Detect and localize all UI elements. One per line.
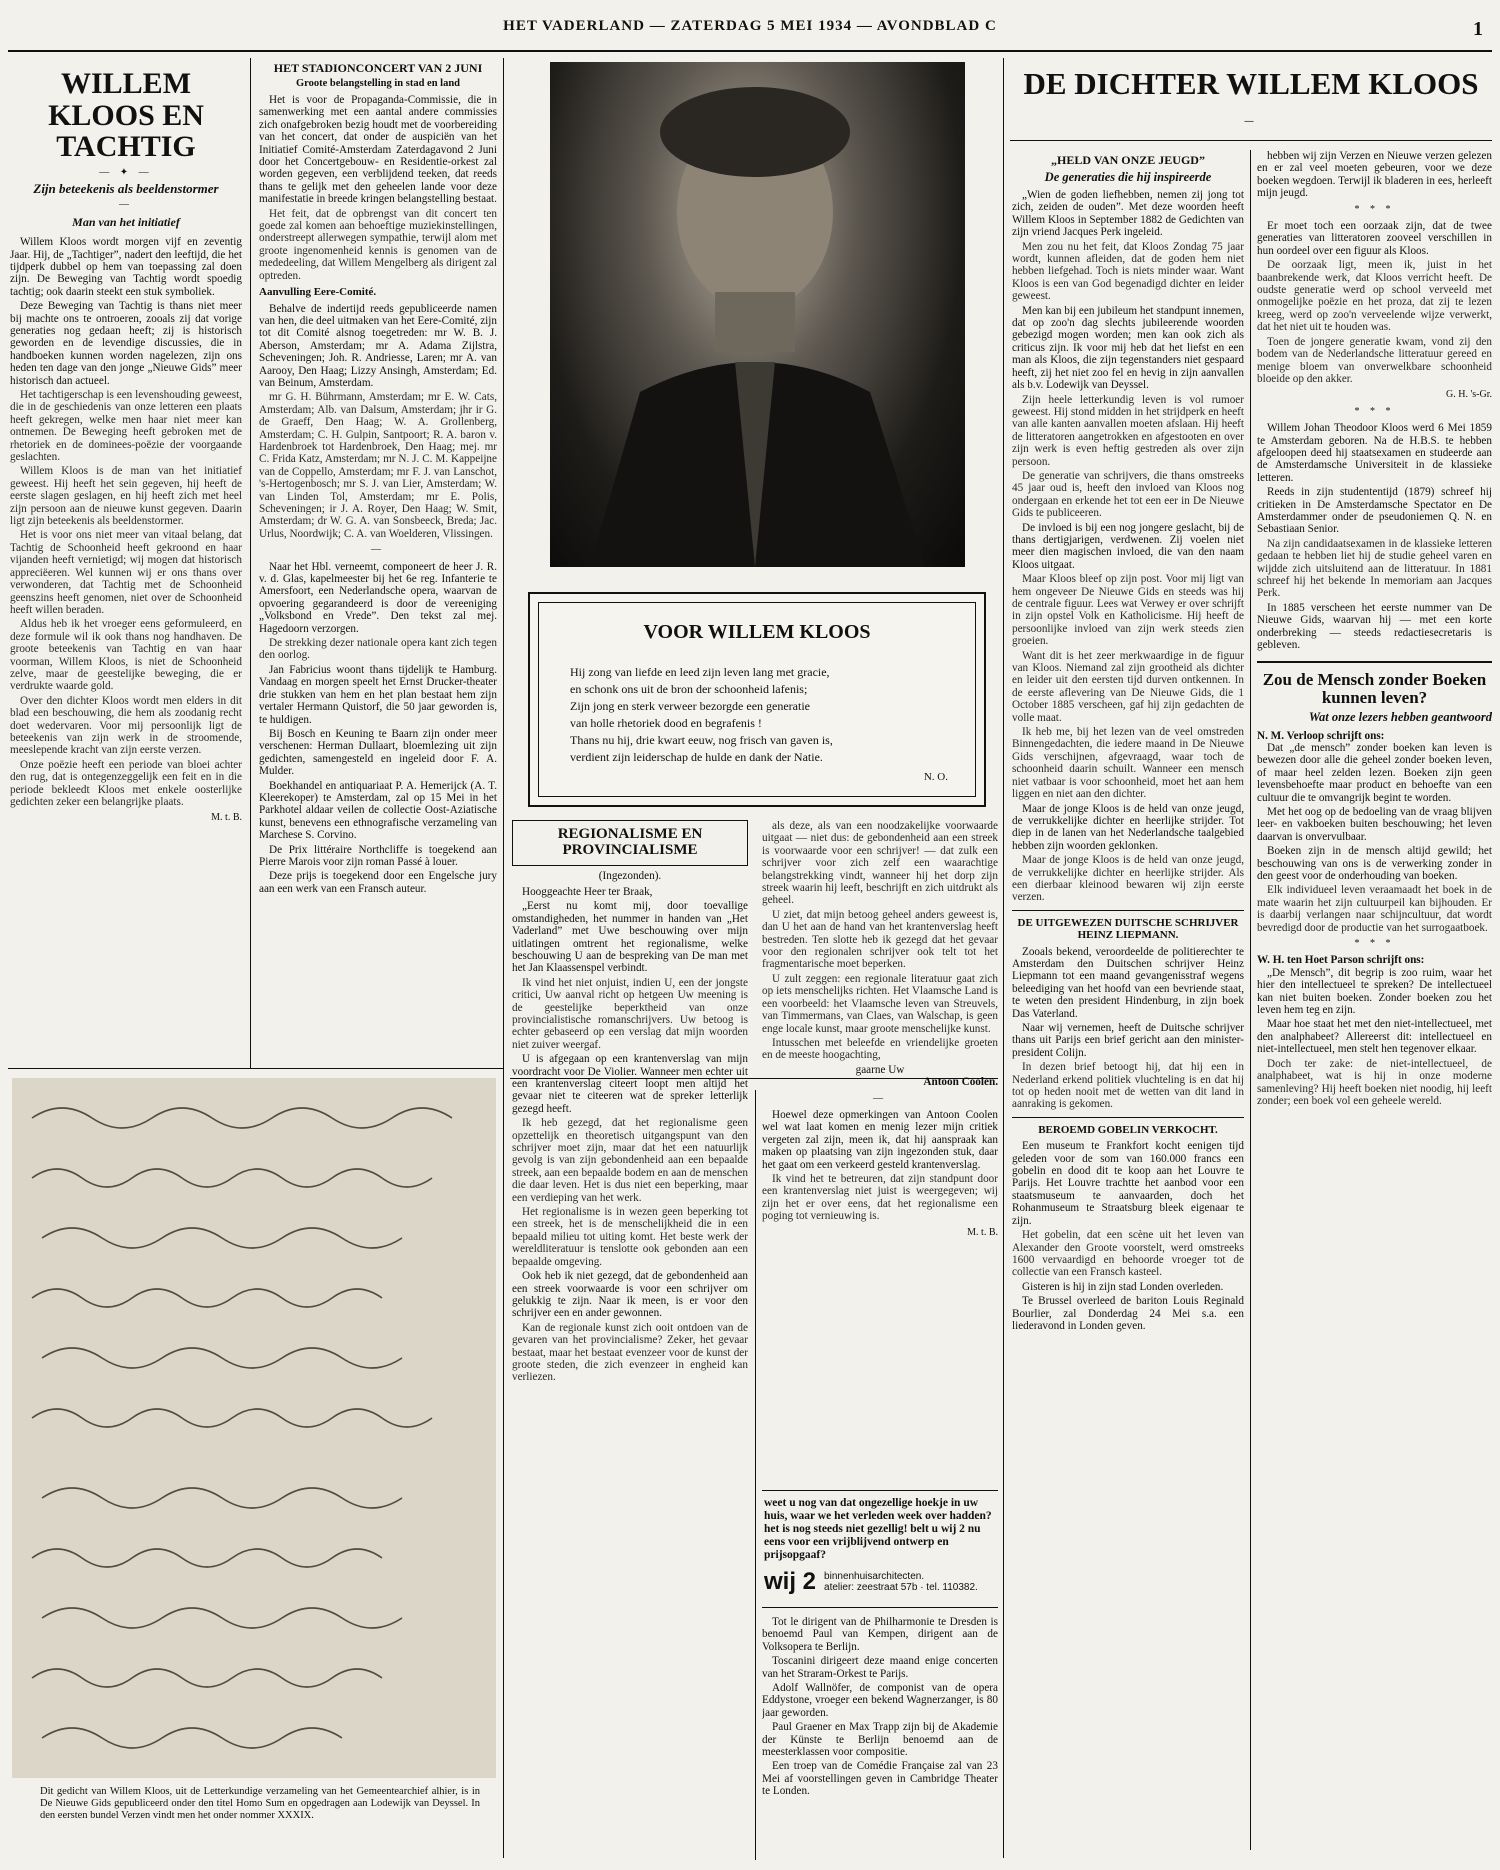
advert-wij2 [762, 1490, 998, 1608]
paragraph: Ik heb me, bij het lezen van de veel omstreden Binnengedachten, die iedere maand in De Nieuwe Gids verschijnen, afgevraagd, waar toch de schoonheid daarin schuilt. Wanneer een mensch niet vatbaar is voor schoonheid, moet het aan hem liggen en niet aan den dichter. [1012, 726, 1244, 801]
paragraph: Te Brussel overleed de bariton Louis Reginald Bourlier, zal Donderdag 24 Mei s.a. een liederavond in Londen geven. [1012, 1295, 1244, 1332]
paragraph: Gisteren is hij in zijn stad Londen overleden. [1022, 1280, 1224, 1293]
paragraph: Het gobelin, dat een scène uit het leven van Alexander den Groote voorstelt, werd omstreeks 1600 vervaardigd en behoorde vroeger tot de collectie van een Fransch kasteel. [1012, 1229, 1244, 1279]
divider: * * * [1354, 405, 1395, 417]
poem-line: Zijn jong en sterk verweer bezorgde een generatie [570, 699, 810, 713]
manuscript-caption [40, 1786, 480, 1852]
paragraph: Naar het Hbl. verneemt, componeert de heer J. R. v. d. Glas, kapelmeester bij het 6e reg. Infanterie te Amersfoort, een Nederlandsche opera, waarvan de opvoering gegarandeerd is door de vereeniging „Volksbond en Vrede”. Den tekst zal mej. Hagedoorn verzorgen. [259, 560, 497, 635]
paragraph: De generatie van schrijvers, die thans omstreeks 45 jaar oud is, heeft den invloed van Kloos nog ondergaan en erkende het tot een eer in De Nieuwe Gids te publiceeren. [1012, 469, 1244, 520]
divider: — [1244, 116, 1258, 127]
divider: — [873, 1092, 887, 1104]
paragraph: Maar de jonge Kloos is de held van onze jeugd, de verrukkelijke dichter en heerlijke strijder. Als een dierbaar kleinood bewaren wij zijn eerste verzen. [1012, 854, 1244, 904]
paragraph: Tot le dirigent van de Philharmonie te Dresden is benoemd Paul van Kempen, dirigent aan de Volksopera te Berlijn. [762, 1616, 998, 1653]
divider: * * * [1354, 203, 1395, 215]
paragraph: In dezen brief betoogt hij, dat hij een in Nederland erkend politiek vluchteling is en dat hij tot op heden nooit met de wetten van dit land in aanraking is gekomen. [1012, 1061, 1244, 1111]
article-dichter-continued [1257, 150, 1492, 1860]
caption-text: Dit gedicht van Willem Kloos, uit de Letterkundige verzameling van het Gemeentearchief alhier, is in De Nieuwe Gids gepubliceerd onder den titel Homo Sum en opgedragen aan Lodewijk van Deyssel. In den eersten bundel Verzen vindt men het onder nommer XXXIX. [40, 1786, 480, 1821]
paragraph: Behalve de indertijd reeds gepubliceerde namen van hen, die deel uitmaken van het Eere-Comité, zijn tot dit Comité alsnog toegetreden: mr W. B. J. Aberson, Amsterdam; mr A. Adama Zijlstra, Scheveningen; Joh. R. Andriesse, Laren; mr A. van Aarooy, Den Haag; Lizzy Ansingh, Amsterdam; Ed. van Beinum, Amsterdam. [259, 302, 497, 389]
paragraph: Paul Graener en Max Trapp zijn bij de Akademie der Künste te Berlijn benoemd aan de meesterklassen voor compositie. [762, 1721, 998, 1759]
paragraph: Deze prijs is toegekend door een Engelsche jury aan een werk van een Fransch auteur. [259, 870, 497, 895]
paragraph: Zijn heele letterkundig leven is vol rumoer geweest. Hij stond midden in het strijdperk en heeft van alle kanten aanvallen moeten afslaan. Hij heeft de litteratoren aangetrokken en afgestooten en over zijn werk is even heftig gestreden als over zijn persoon. [1012, 393, 1244, 468]
headline: WILLEM KLOOS EN TACHTIG [48, 67, 204, 163]
masthead [0, 18, 1500, 50]
poem-line: verdient zijn leiderschap de hulde en dank der Natie. [570, 750, 823, 764]
paragraph: Het is voor de Propaganda-Commissie, die in samenwerking met een aantal andere commissies zich onafgebroken bezig houdt met de voorbereiding van het concert, dat onder de auspiciën van het Initiatief Comité-Amsterdam Zaterdagavond 2 Juni door het Concertgebouw- en Residentie-orkest zal worden gegeven, een verblijdend teeken, dat reeds thans te gelijk met den geheelen lande voor deze manifestatie in breede kringen belangstelling bestaat. [259, 94, 497, 206]
advert-line: atelier: zeestraat 57b · tel. 110382. [824, 1582, 978, 1593]
letter-author: W. H. ten Hoet Parson schrijft ons: [1257, 954, 1425, 967]
paragraph: Reeds in zijn studententijd (1879) schreef hij critieken in De Amsterdamsche Spectator en De Amsterdammer onder de pseudoniemen Q. N. en Sebastiaan Senior. [1257, 486, 1492, 536]
advert-line: binnenhuisarchitecten. [824, 1571, 925, 1582]
portrait-figure [550, 62, 965, 567]
headline: REGIONALISME EN PROVINCIALISME [557, 826, 703, 858]
paragraph: Dat „de mensch” zonder boeken kan leven is bewezen door alle die geheel zonder boeken leven, of maar heel zelden lezen. Boeken zijn geen levensbehoefte maar product en behoefte van een cultuur die te omvangrijk begint te worden. [1257, 741, 1492, 804]
subhead: Groote belangstelling in stad en land [295, 77, 461, 89]
letter-author: N. M. Verloop schrijft ons: [1257, 729, 1385, 742]
section-rule [1012, 1117, 1244, 1118]
poem-box [528, 592, 986, 807]
masthead-rule [8, 50, 1492, 52]
paragraph: Men kan bij een jubileum het standpunt innemen, dat op zoo'n dag slechts jubileerende woorden gebezigd mogen worden; men kan ook zich als criticus zijn. Ik voor mij heb dat het liefst en een man als Kloos, die zijn tegenstanders niet gespaard heeft, zij het niet zoo fel en hevig in zijn aanvallen als b.v. Lodewijk van Deyssel. [1012, 304, 1244, 392]
paragraph: Willem Johan Theodoor Kloos werd 6 Mei 1859 te Amsterdam geboren. Na de H.B.S. te hebben afgeloopen deed hij staatsexamen en studeerde aan de Amsterdamsche Universiteit in de klassieke letteren. [1257, 422, 1492, 484]
headline: DE UITGEWEZEN DUITSCHE SCHRIJVER HEINZ LIEPMANN. [1017, 916, 1239, 942]
article-dichter [1012, 150, 1244, 1860]
column-rule [250, 58, 251, 1068]
poem-line: van holle rhetoriek dood en begrafenis ! [570, 716, 762, 730]
paragraph: Boeken zijn in de mensch altijd gewild; het beschouwing van ons is de verwerking zonder in den geest voor de onderhouding van boeken. [1257, 845, 1492, 882]
paragraph: Boekhandel en antiquariaat P. A. Hemerijck (A. T. Kleerekoper) te Amsterdam, zal op 15 Mei in het Parkhotel aldaar veilen de collectie Oost-Aziatische kunst, benevens een ethnografische verzameling van Marchese S. Corvino. [259, 779, 497, 842]
paragraph: Een troep van de Comédie Française zal van 23 Mei af voorstellingen geven in Cambridge Theater te Londen. [762, 1760, 998, 1798]
column-rule [755, 1090, 756, 1860]
portrait-photo [550, 62, 965, 567]
paragraph: De strekking dezer nationale opera kant zich tegen den oorlog. [259, 637, 497, 662]
paragraph: De invloed is bij een nog jongere geslacht, bij de thans dertigjarigen, verdwenen. Zij voelen niet meer dien magischen invloed, die van den naam Kloos uitgaat. [1012, 521, 1244, 571]
paragraph: Ook heb ik niet gezegd, dat de gebondenheid aan een streek voorwaarde is voor een schrijver om gelukkig te zijn. Naar ik meen, is er voor den schrijver een en ander gewonnen. [512, 1270, 748, 1320]
paragraph: Maar Kloos bleef op zijn post. Voor mij ligt van hem ongeveer De Nieuwe Gids en steeds was hij de centrale figuur. Lees wat Verwey er over schrijft in zijn opstel Volk en Katholicisme. Hij heeft de persoonlijke invloed van zijn werk steeds zien groeien. [1012, 573, 1244, 648]
article-stadionconcert [259, 62, 497, 1062]
divider: — ✦ — [99, 166, 153, 178]
paragraph: „Wien de goden liefhebben, nemen zij jong tot zich, zeiden de ouden”. Met deze woorden heeft Willem Kloos in September 1882 de Gedichten van zijn vriend Jacques Perk ingeleid. [1012, 189, 1244, 239]
paragraph: Naar wij vernemen, heeft de Duitsche schrijver thans uit Parijs een brief gericht aan den minister-president Colijn. [1012, 1022, 1244, 1059]
advert-brand-row [764, 1568, 996, 1596]
manuscript-image [12, 1078, 496, 1778]
paragraph: Maar de jonge Kloos is de held van onze jeugd, de verrukkelijke dichter en heerlijke strijder. Tot diep in de lanen van het Nederlandsche taalgebied hebben zijn woorden geklonken. [1012, 802, 1244, 852]
paragraph: Het regionalisme is in wezen geen beperking tot een streek, het is de menschelijkheid die in een bepaald milieu tot uiting komt. Het beste werk der wereldliteratuur is tenslotte ook gebonden aan een bepaalde omgeving. [512, 1206, 748, 1268]
article-regionalisme-continued [762, 820, 998, 1480]
poem-body [570, 664, 960, 766]
paragraph: Met het oog op de bedoeling van de vraag blijven leer- en vakboeken buiten beschouwing; het leven daarvan is onvervulbaar. [1257, 805, 1492, 843]
closing: gaarne Uw [855, 1063, 905, 1076]
paragraph: Ik vind het niet onjuist, indien U, een der jongste critici, Uw aanval richt op hetgeen Uw meening is de geestelijke beperktheid van onze provincialistische romanschrijvers. Uw betoog is echter gebaseerd op een verslag dat mijn woorden niet zuiver weergaf. [512, 976, 748, 1051]
paragraph: hebben wij zijn Verzen en Nieuwe verzen gelezen en er zal veel moeten gebeuren, voor we deze boeken wegdoen. Terwijl ik bladeren in ees, herleeft mijn jeugd. [1257, 150, 1492, 200]
paragraph: Het feit, dat de opbrengst van dit concert ten goede zal komen aan behoeftige muziekinstellingen, onderstreept allerwegen sympathie, terwijl alom met groote ingenomenheid kennis is genomen van de mededeeling, dat Willem Mengelberg als dirigent zal optreden. [259, 207, 497, 282]
paragraph: In 1885 verscheen het eerste nummer van De Nieuwe Gids, waarvan hij — met een korte onderbreking — steeds redactiesecretaris is gebleven. [1257, 601, 1492, 652]
headline: HET STADIONCONCERT VAN 2 JUNI [273, 62, 483, 75]
paragraph: Toen de jongere generatie kwam, vond zij den bodem van de Nederlandsche litteratuur gereed en menige bloem van onverwelkbare schoonheid bloeide op den akker. [1257, 335, 1492, 385]
article-regionalisme [512, 820, 748, 1860]
paragraph: U zult zeggen: een regionale literatuur gaat zich op iets menschelijks richten. Het Vlaamsche Land is een voorbeeld: het Vlaamsche leven van Streuvels, van Timmermans, van Claes, van Walschap, is geen enge locale kunst, maar groote menschelijke kunst. [762, 972, 998, 1035]
section-rule [8, 1068, 503, 1069]
headline: BEROEMD GOBELIN VERKOCHT. [1038, 1123, 1218, 1136]
paragraph: Jan Fabricius woont thans tijdelijk te Hamburg. Vandaag en morgen speelt het Ernst Drucker-theater drie stukken van hem en het plan bestaat hem zijn vertaler Hermann Quistorf, die 50 jaar geworden is, te huldigen. [259, 663, 497, 726]
paragraph: Zooals bekend, veroordeelde de politierechter te Amsterdam den Duitschen schrijver Heinz Liepmann tot een maand gevangenisstraf wegens beleediging van het hoofd van een bevriende staat, te weten den president Hindenburg, in zijn boek Das Vaterland. [1012, 945, 1244, 1020]
divider: — [371, 544, 385, 556]
paragraph: De Prix littéraire Northcliffe is toegekend aan Pierre Marois voor zijn roman Passé à louer. [259, 843, 497, 868]
paragraph: U is afgegaan op een krantenverslag van mijn voordracht voor De Violier. Wanneer men echter uit een krantenverslag citeert loopt men altijd het gevaar niet te citeeren wat de spreker letterlijk gezegd heeft. [512, 1053, 748, 1115]
paragraph: Na zijn candidaatsexamen in de klassieke letteren gedaan te hebben liet hij de studie geheel varen en wijdde zich uitsluitend aan de litteratuur. In 1881 schreef hij het bekende In memoriam aan Jacques Perk. [1257, 537, 1492, 600]
column-rule [503, 58, 504, 1858]
signature: M. t. B. [967, 1226, 998, 1238]
paragraph: Een museum te Frankfort kocht eenigen tijd geleden voor de som van 160.000 francs een gobelin en dood dit te koop aan het Louvre te Parijs. Het Louvre trachtte het aanbod voor een staatsmuseum te aanvaarden, doch het Rohanmuseum te Straatsburg bleek eigenaar te zijn. [1012, 1140, 1244, 1227]
poem-signature: N. O. [923, 771, 948, 783]
advert-text: weet u nog van dat ongezellige hoekje in uw huis, waar we het verleden week over hadden? het is nog steeds niet gezellig! belt u wij 2 nu eens voor een vrijblijvend ontwerp en prijsopgaaf? [764, 1497, 992, 1561]
paragraph: De oorzaak ligt, meen ik, juist in het baanbrekende werk, dat Kloos verricht heeft. De oudste generatie werd op school verveeld met onmogelijke poëzie en het proza, dat zij te lezen kreeg, werd op zoo'n verveelende wijze verwerkt, dat het niet uit te houden was. [1257, 259, 1492, 334]
divider: — [119, 199, 133, 211]
salutation: Hooggeachte Heer ter Braak, [522, 885, 653, 898]
headline-box [512, 820, 748, 866]
subhead: „HELD VAN ONZE JEUGD” [1051, 153, 1205, 167]
paragraph: Adolf Wallnöfer, de componist van de opera Eddystone, vroeger een bekend Wagnerzanger, is 80 jaar geworden. [762, 1682, 998, 1719]
subhead: Zijn beteekenis als beeldenstormer [33, 180, 219, 196]
paragraph: Doch ter zake: de niet-intellectueel, de analphabeet, wat is hij in onze moderne samenleving? Hij heeft boeken niet noodig, hij leeft zonder; een boek vol een geheele wereld. [1257, 1057, 1492, 1107]
paragraph: Maar hoe staat het met den niet-intellectueel, met den analphabeet? Allereerst dit: intellectueel en niet-intellectueel, men stelt hen tegenover elkaar. [1257, 1018, 1492, 1056]
poem-line: Hij zong van liefde en leed zijn leven lang met gracie, [570, 665, 830, 679]
poem-line: en schonk ons uit de bron der schoonheid lafenis; [570, 682, 808, 696]
paragraph: Kan de regionale kunst zich ooit ontdoen van de gevaren van het provincialisme? Zeker, het gevaar bestaat, maar het bestaat evenzeer voor de kunst der groote steden, die zich evenzeer in engheid kan verliezen. [512, 1321, 748, 1384]
section-rule [1012, 910, 1244, 911]
masthead-text: HET VADERLAND — ZATERDAG 5 MEI 1934 — AVONDBLAD C [503, 18, 997, 34]
advert-brand: wij 2 [764, 1568, 817, 1595]
paragraph: Er moet toch een oorzaak zijn, dat de twee generaties van litteratoren zooveel verschillen in hun oordeel over een figuur als Kloos. [1257, 220, 1492, 257]
paragraph: Ik heb gezegd, dat het regionalisme geen opzettelijk en theoretisch uitgangspunt van den schrijver moet zijn, maar dat het een natuurlijk gevolg is van zijn gebondenheid aan een bepaalde streek, aan een bepaalde bodem en aan de menschen die daar leven. Het is dus niet een beperking, maar een verdieping van het werk. [512, 1117, 748, 1204]
poem-title: VOOR WILLEM KLOOS [643, 621, 871, 643]
paragraph: „De Mensch”, dit begrip is zoo ruim, waar het hier den intellectueel te spreken? De intellectueel kan niet buiten boeken. Zonder boeken zou het leven hem teg en zijn. [1257, 966, 1492, 1017]
author-name: Antoon Coolen. [923, 1076, 998, 1089]
poem-line: Thans nu hij, drie kwart eeuw, nog frisch van gaven is, [570, 733, 833, 747]
subhead: Man van het initiatief [72, 214, 180, 229]
paragraph: Ik vind het te betreuren, dat zijn standpunt door een krantenverslag niet juist is weergegeven; wij zijn het er over eens, dat het regionalisme een poging tot vernieuwing is. [762, 1172, 998, 1223]
headline: Zou de Mensch zonder Boeken kunnen leven? [1262, 670, 1487, 708]
paragraph: Want dit is het zeer merkwaardige in de figuur van Kloos. Niemand zal zijn grootheid als dichter en leider uit den eersten tijd durven ontkennen. In de eerste aflevering van De Nieuwe Gids, die 1 October 1885 verscheen, gaf hij zijn gedachten de volle maat. [1012, 649, 1244, 724]
paragraph: Men zou nu het feit, dat Kloos Zondag 75 jaar wordt, kunnen afleiden, dat de goden hem niet hebben liefgehad. Toch is niets minder waar. Want Kloos is een van God begenadigd dichter en leider geweest. [1012, 240, 1244, 303]
body-text: Het tachtigerschap is een levenshouding geweest, die in de geschiedenis van onze letteren een plaats heeft gekregen, welke men haar niet meer kan ontnemen. De Beweging heeft gebroken met de rhetoriek en de dominees-poëzie der voorgaande geslachten. Willem Kloos is de man van het initiatief geweest. Hij heeft het sein gegeven, hij heeft de eerste slagen geslagen, en hij heeft zich met heel zijn persoon aan de nieuwe kunst gegeven. Daarin ligt zijn beteekenis als beeldenstormer. Het is voor ons niet meer van vitaal belang, dat Tachtig de Schoonheid heeft gekroond en haar vijanden heeft vernietigd; wij mogen dat historisch appreciëeren. Wel kunnen wij er ons thans over verwonderen, dat Tachtig met de Schoonheid geenszins heeft genomen, niet over de Schoonheid heeft willen beraden. Aldus heb ik het vroeger eens geformuleerd, en deze formule wil ik ook thans nog handhaven. De groote beteekenis van Tachtig en van haar voorman, Willem Kloos, is niet de Schoonheid zelve, maar de geestelijke beweging, die er verdrukte waarde gold. Over den dichter Kloos wordt men elders in dit blad een beschouwing, die hem als zoodanig recht doet wedervaren. Voor mij persoonlijk ligt de beteekenis van zijn werk in de stroomende, meeslepende kracht van zijn eerste verzen. Onze poëzie heeft een periode van bloei achter den rug, dat is ontegenzeggelijk een feit en in die periode bekleedt Kloos met enkele oosterlijke gedichten zeker een belangrijke plaats. [10, 389, 242, 808]
paragraph: Toscanini dirigeert deze maand enige concerten van het Straram-Orkest te Parijs. [762, 1655, 998, 1680]
subhead: Wat onze lezers hebben geantwoord [1308, 710, 1492, 725]
paragraph: „Eerst nu komt mij, door toevallige omstandigheden, het nummer in handen van „Het Vaderland” met Uwe beschouwing over mijn uitlatingen omtrent het regionalisme, welke beschouwing U aan de bespreking van De man met het Jan Klaassenspel verbindt. [512, 900, 748, 975]
column-rule [1250, 150, 1251, 1850]
news-notes [762, 1616, 998, 1860]
paragraph: Hoewel deze opmerkingen van Antoon Coolen wel wat laat komen en menig lezer mijn critiek vergeten zal zijn, meen ik, dat hij aanspraak kan maken op plaatsing van zijn ingezonden stuk, daar het gaat om een verkeerd gesteld krantenverslag. [762, 1108, 998, 1171]
signature: M. t. B. [211, 812, 242, 824]
subhead: Aanvulling Eere-Comité. [259, 286, 377, 299]
page-number: 1 [1473, 18, 1484, 40]
paragraph: Elk individueel leven veraamaadt het boek in de mate waarin het zijn cultuurpeil kan bijhouden. Er is daarbij verlangen naar schijncultuur, dat wordt bevredigd door de productie van het surrogaatboek. [1257, 884, 1492, 934]
headline-dichter: DE DICHTER WILLEM KLOOS [1023, 66, 1479, 101]
handwriting-strokes [12, 1078, 496, 1778]
section-rule [1257, 661, 1492, 663]
signature: G. H. 's-Gr. [1446, 389, 1492, 401]
paragraph: Deze Beweging van Tachtig is thans niet meer bij machte ons te ontroeren, zooals zij dat vorige generaties nog gedaan heeft; zij is historisch geworden en de levendige discussies, die in handboeken kunnen worden nagelezen, zijn ons heden ten dage van den jonge „Nieuwe Gids” meer historisch dan actueel. [10, 300, 242, 387]
advert-contact [824, 1571, 978, 1593]
article-kloos-tachtig [10, 62, 242, 1062]
paragraph: als deze, als van een noodzakelijke voorwaarde uitgaat — niet dus: de gebondenheid aan een streek is voorwaarde voor een schrijver! — dat zulk een schrijver voor zich zelf een waarachtige belangstrekking vindt, wanneer hij het dorp zijn streek waarin hij leeft, beschrijft en zich uitdrukt als geheel. [762, 820, 998, 907]
subhead: De generaties die hij inspireerde [1044, 169, 1212, 184]
paragraph: Bij Bosch en Keuning te Baarn zijn onder meer verschenen: Herman Dullaart, bloemlezing uit zijn gedichten, samengesteld en ingeleid door F. A. Mulder. [259, 727, 497, 778]
column-rule [1003, 58, 1004, 1858]
section-rule [1010, 140, 1492, 141]
paragraph: U ziet, dat mijn betoog geheel anders geweest is, dan U het aan de hand van het krantenverslag heeft bestreden. Ten slotte heb ik gezegd dat het gevaar voor den regionalen schrijver ook telt tot het fragmentarische moet beperken. [762, 908, 998, 971]
divider: * * * [1354, 938, 1395, 950]
paragraph: Willem Kloos wordt morgen vijf en zeventig Jaar. Hij, de „Tachtiger”, nadert den leeftijd, die het tijdperk dubbel op hem van toepassing zal doen zijn. De Beweging van Tachtig wordt spoedig tachtig; ook daarin steekt een stuk symboliek. [10, 236, 242, 298]
label-ingezonden: (Ingezonden). [598, 869, 662, 882]
paragraph: Intusschen met beleefde en vriendelijke groeten en de meeste hoogachting, [762, 1036, 998, 1062]
paragraph: mr G. H. Bührmann, Amsterdam; mr E. W. Cats, Amsterdam; Alb. van Dalsum, Amsterdam; jhr ir G. de Graeff, Den Haag; W. A. Grollenberg, Amsterdam; C. H. Gulpin, Santpoort; R. A. baron v. Hardenbroek tot Hardenbroek, Den Haag; mej. mr C. Frida Katz, Amsterdam; mr N. J. C. M. Kappeijne van de Coppello, Amsterdam; mr F. J. van Lanschot, 's-Hertogenbosch; mr S. J. van Lier, Amsterdam; W. van Linden Tol, Amsterdam; mr E. Polis, Scheveningen; ir J. A. Royer, Den Haag; W. Smit, Amsterdam; dr W. G. A. van Sonsbeeck, Breda; Jac. Urlus, Noordwijk; C. A. van Woelderen, Vlissingen. [259, 391, 497, 540]
